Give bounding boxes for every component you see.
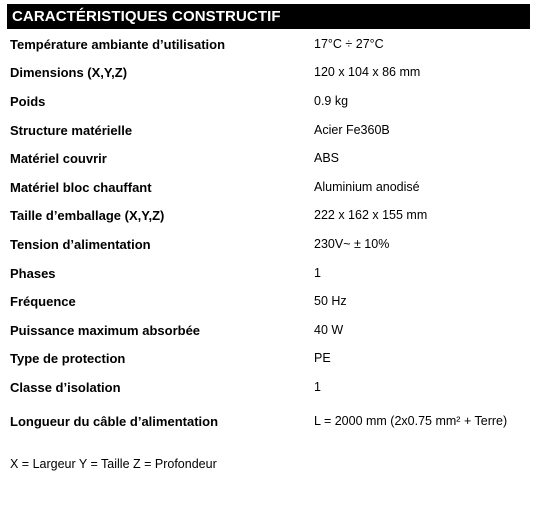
- spec-label: Structure matérielle: [10, 122, 133, 138]
- spec-label: Classe d’isolation: [10, 379, 121, 395]
- spec-value: PE: [314, 351, 331, 366]
- spec-row-protection-type: [0, 345, 537, 374]
- spec-row-ambient-temperature: [0, 30, 537, 59]
- spec-row-heating-block-material: [0, 173, 537, 202]
- spec-value: 1: [314, 265, 321, 280]
- spec-value: 17°C ÷ 27°C: [314, 36, 384, 51]
- spec-label: Taille d’emballage (X,Y,Z): [10, 208, 165, 224]
- spec-label: Poids: [10, 93, 46, 109]
- spec-table: [0, 30, 537, 442]
- spec-value: 50 Hz: [314, 294, 347, 309]
- spec-label: Dimensions (X,Y,Z): [10, 65, 128, 81]
- spec-label: Fréquence: [10, 294, 76, 310]
- spec-label: Phases: [10, 265, 56, 281]
- spec-value: 120 x 104 x 86 mm: [314, 65, 421, 80]
- spec-label: Matériel couvrir: [10, 151, 107, 167]
- spec-row-power-cable-length: [0, 402, 537, 442]
- spec-value: 222 x 162 x 155 mm: [314, 208, 428, 223]
- spec-label: Type de protection: [10, 351, 126, 367]
- spec-row-weight: [0, 87, 537, 116]
- spec-value: Acier Fe360B: [314, 122, 390, 137]
- spec-value: 0.9 kg: [314, 93, 349, 108]
- spec-row-structure-material: [0, 116, 537, 145]
- spec-value: 1: [314, 379, 321, 394]
- spec-label: Température ambiante d’utilisation: [10, 36, 226, 52]
- spec-label: Longueur du câble d’alimentation: [10, 414, 219, 430]
- spec-label: Puissance maximum absorbée: [10, 322, 201, 338]
- spec-label: Tension d’alimentation: [10, 236, 151, 252]
- spec-row-insulation-class: [0, 373, 537, 402]
- spec-row-dimensions: [0, 59, 537, 88]
- spec-row-phases: [0, 259, 537, 288]
- section-header: [7, 4, 530, 29]
- spec-row-frequency: [0, 287, 537, 316]
- spec-row-packaging-size: [0, 202, 537, 231]
- spec-value: 230V~ ± 10%: [314, 236, 390, 251]
- spec-row-supply-voltage: [0, 230, 537, 259]
- spec-row-cover-material: [0, 144, 537, 173]
- spec-value: Aluminium anodisé: [314, 179, 420, 194]
- spec-value: 40 W: [314, 322, 344, 337]
- axis-footnote: X = Largeur Y = Taille Z = Profondeur: [10, 457, 217, 471]
- spec-row-max-power: [0, 316, 537, 345]
- spec-label: Matériel bloc chauffant: [10, 179, 152, 195]
- spec-value: L = 2000 mm (2x0.75 mm² + Terre): [314, 414, 508, 429]
- section-title: CARACTÉRISTIQUES CONSTRUCTIF: [12, 8, 281, 25]
- spec-value: ABS: [314, 151, 340, 166]
